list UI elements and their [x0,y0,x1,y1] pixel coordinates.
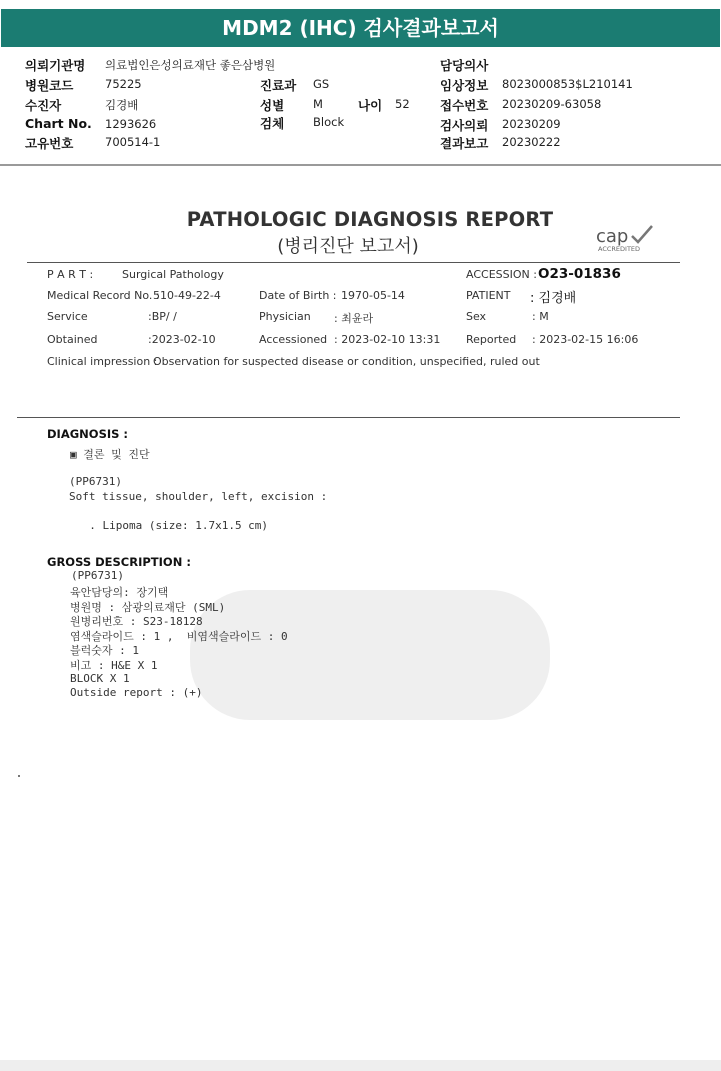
gross-line: 병원명 : 삼광의료재단 (SML) [70,601,226,614]
report-title: PATHOLOGIC DIAGNOSIS REPORT [186,208,554,231]
physician-label: Physician [259,310,311,323]
physician-value: : 최윤라 [334,312,374,325]
diagnosis-title: DIAGNOSIS : [47,427,129,441]
gross-line: 비고 : H&E X 1 [70,659,158,672]
patient-value-en: : 김경배 [530,291,577,306]
clinical-impression-label: Clinical impression : [47,355,158,368]
sex-value: M [313,97,323,111]
receipt-value: 20230209-63058 [502,97,602,111]
request-label: 검사의뢰 [440,118,489,133]
header-info [0,48,721,165]
diagnosis-line: Soft tissue, shoulder, left, excision : [69,490,328,503]
receipt-label: 접수번호 [440,98,489,113]
doctor-label: 담당의사 [440,58,489,73]
cap-accredited-logo [594,222,656,254]
obtained-label: Obtained [47,333,98,346]
rule-middle [17,417,680,418]
accessioned-value: : 2023-02-10 13:31 [334,333,441,346]
clinical-info-label: 임상정보 [440,78,489,93]
part-value: Surgical Pathology [122,268,224,281]
sex-value-en: : M [532,310,549,323]
mrn-value: 510-49-22-4 [153,289,221,302]
page-bottom-margin [0,1060,721,1071]
specimen-value: Block [313,115,345,129]
accessioned-label: Accessioned [259,333,328,346]
unique-value: 700514-1 [105,135,161,149]
margin-mark [18,775,20,777]
dob-value: 1970-05-14 [341,289,405,302]
department-label: 진료과 [260,78,297,93]
hospital-code-value: 75225 [105,77,142,91]
reported-value: : 2023-02-15 16:06 [532,333,639,346]
gross-line: 블럭숫자 : 1 [70,644,139,657]
watermark-graphic [180,580,560,730]
reported-label: Reported [466,333,517,346]
sex-label: 성별 [260,98,285,113]
mrn-label: Medical Record No. : [47,289,160,302]
result-value: 20230222 [502,135,561,149]
report-subtitle: (병리진단 보고서) [277,236,419,257]
department-value: GS [313,77,330,91]
chart-label: Chart No. [25,116,92,131]
age-value: 52 [395,97,410,111]
institution-value: 의료법인은성의료재단 좋은삼병원 [105,58,276,72]
check-icon [632,226,652,242]
sex-label-en: Sex [466,310,487,323]
dob-label: Date of Birth : [259,289,337,302]
age-label: 나이 [358,98,383,113]
clinical-info-value: 8023000853$L210141 [502,77,633,91]
unique-label: 고유번호 [25,136,74,151]
hospital-code-label: 병원코드 [25,78,74,93]
result-label: 결과보고 [440,136,489,151]
specimen-label: 검체 [260,116,285,131]
cap-logo-text: cap [596,226,629,247]
part-label: P A R T : [47,268,94,281]
gross-line: BLOCK X 1 [70,672,130,685]
service-label: Service [47,310,88,323]
patient-label: 수진자 [25,98,62,113]
gross-line: (PP6731) [71,569,124,582]
clinical-impression-value: Observation for suspected disease or condition, unspecified, ruled out [153,355,540,368]
report-main-title: MDM2 (IHC) 검사결과보고서 [1,9,720,47]
gross-line: 원병리번호 : S23-18128 [70,615,203,628]
obtained-value: :2023-02-10 [148,333,216,346]
top-bar [0,0,721,48]
diagnosis-line: . Lipoma (size: 1.7x1.5 cm) [76,519,269,532]
cap-logo-subtext: ACCREDITED [598,245,641,253]
accession-value: O23-01836 [538,266,621,282]
gross-line: 염색슬라이드 : 1 , 비염색슬라이드 : 0 [70,630,288,643]
institution-label: 의뢰기관명 [25,58,86,73]
rule-top [27,262,680,263]
request-value: 20230209 [502,117,561,131]
service-value: :BP/ / [148,310,177,323]
gross-line: 육안담당의: 장기택 [70,586,169,599]
accession-label: ACCESSION : [466,268,537,281]
diagnosis-line: (PP6731) [69,475,122,488]
chart-value: 1293626 [105,117,157,131]
patient-label-en: PATIENT [466,289,511,302]
diagnosis-line: ▣ 결론 및 진단 [70,448,150,461]
gross-line: Outside report : (+) [70,686,203,699]
header-divider [0,164,721,166]
gross-title: GROSS DESCRIPTION : [47,555,191,569]
patient-value: 김경배 [105,98,139,112]
